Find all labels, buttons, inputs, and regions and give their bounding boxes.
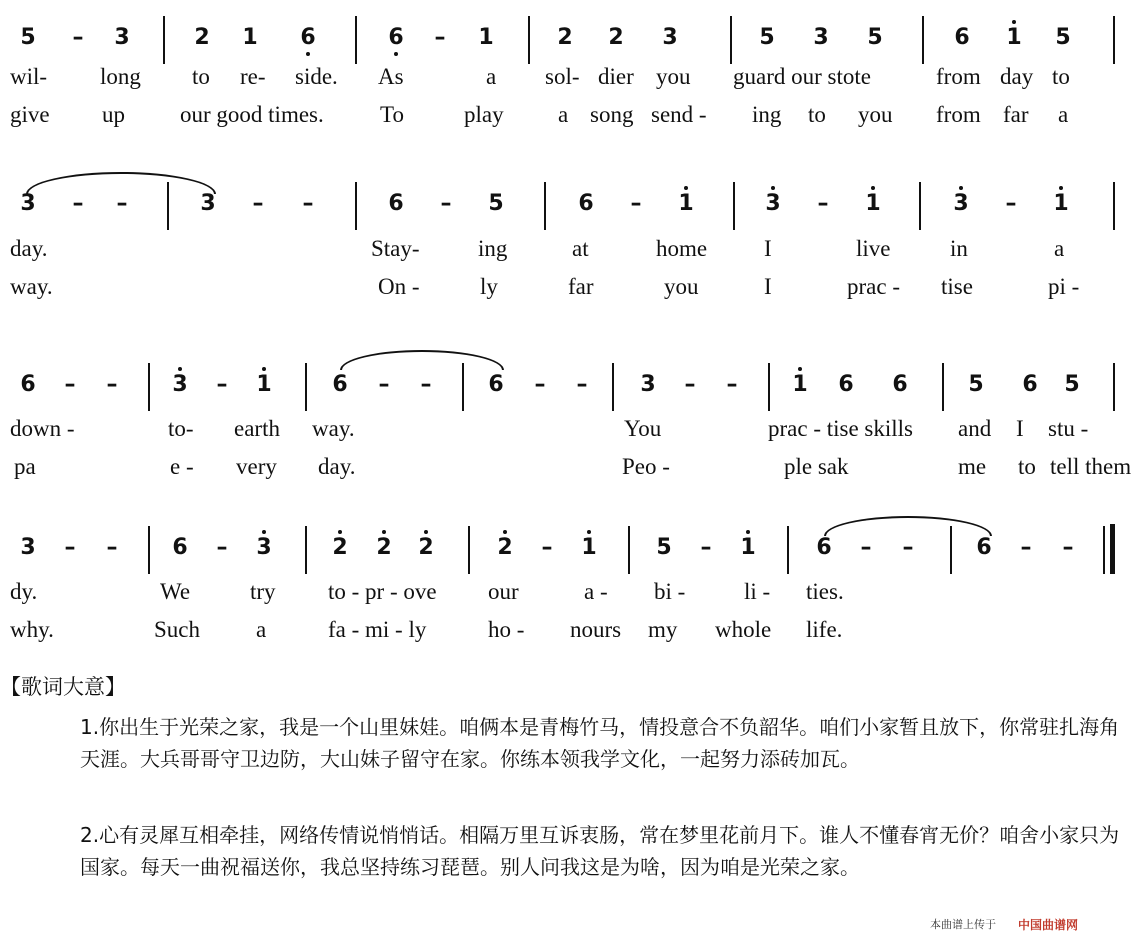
jianpu-note: 3: [256, 535, 272, 560]
lyric-verse-2: life.: [806, 617, 843, 642]
jianpu-note: 5: [1064, 372, 1080, 397]
jianpu-note: 6: [892, 372, 908, 397]
tie-slur: [26, 172, 216, 194]
bar-line: [468, 526, 470, 574]
lyric-verse-2: ing: [752, 102, 782, 127]
jianpu-note: 1: [865, 191, 881, 216]
lyric-verse-1: live: [856, 236, 891, 261]
duration-dash: –: [64, 372, 76, 397]
lyric-verse-1: a: [486, 64, 497, 89]
lyric-verse-1: home: [656, 236, 708, 261]
bar-line: [462, 363, 464, 411]
duration-dash: –: [64, 535, 76, 560]
lyric-verse-2: up: [102, 102, 125, 127]
lyric-verse-1: down -: [10, 416, 75, 441]
jianpu-note: 3: [200, 191, 216, 216]
lyric-verse-2: ho -: [488, 617, 525, 642]
duration-dash: –: [216, 372, 228, 397]
lyric-verse-1: sol-: [545, 64, 580, 89]
bar-line: [612, 363, 614, 411]
bar-line: [1103, 526, 1105, 574]
lyric-verse-1: ing: [478, 236, 508, 261]
duration-dash: –: [726, 372, 738, 397]
duration-dash: –: [116, 191, 128, 216]
lyric-verse-2: send -: [651, 102, 707, 127]
lyric-verse-1: from: [936, 64, 981, 89]
duration-dash: –: [420, 372, 432, 397]
jianpu-note: 1: [792, 372, 808, 397]
duration-dash: –: [1062, 535, 1074, 560]
lyric-verse-2: pi -: [1048, 274, 1080, 299]
jianpu-note: 6: [578, 191, 594, 216]
bar-line: [922, 16, 924, 64]
lyric-verse-1: I: [1016, 416, 1024, 441]
lyric-verse-2: a: [558, 102, 569, 127]
duration-dash: –: [630, 191, 642, 216]
jianpu-note: 3: [20, 535, 36, 560]
octave-dot-below: [306, 52, 310, 56]
lyric-verse-2: Peo -: [622, 454, 670, 479]
jianpu-note: 6: [1022, 372, 1038, 397]
lyric-verse-1: way.: [312, 416, 355, 441]
lyric-verse-2: Such: [154, 617, 200, 642]
jianpu-note: 3: [765, 191, 781, 216]
bar-line: [544, 182, 546, 230]
bar-line: [305, 526, 307, 574]
duration-dash: –: [1020, 535, 1032, 560]
jianpu-note: 6: [332, 372, 348, 397]
bar-line: [733, 182, 735, 230]
lyric-verse-2: far: [568, 274, 594, 299]
jianpu-note: 1: [1053, 191, 1069, 216]
lyric-verse-1: I: [764, 236, 772, 261]
lyric-verse-1: prac - tise skills: [768, 416, 913, 441]
octave-dot-above: [684, 186, 688, 190]
jianpu-note: 6: [20, 372, 36, 397]
lyric-verse-1: to - pr - ove: [328, 579, 437, 604]
lyric-verse-2: ly: [480, 274, 498, 299]
lyric-verse-2: to: [1018, 454, 1036, 479]
octave-dot-above: [871, 186, 875, 190]
jianpu-note: 1: [581, 535, 597, 560]
lyric-verse-1: to-: [168, 416, 194, 441]
lyric-verse-2: you: [664, 274, 699, 299]
lyric-verse-1: try: [250, 579, 276, 604]
lyrics-meaning-paragraph-1: 1.你出生于光荣之家，我是一个山里妹娃。咱俩本是青梅竹马，情投意合不负韶华。咱们小家暂且放下，你常驻扎海角天涯。大兵哥哥守卫边防，大山妹子留守在家。你练本领我学文化，一起努力添砖加瓦。: [80, 715, 1120, 771]
lyric-verse-1: our: [488, 579, 519, 604]
jianpu-note: 1: [1006, 25, 1022, 50]
lyric-verse-2: our good times.: [180, 102, 324, 127]
duration-dash: –: [541, 535, 553, 560]
jianpu-note: 1: [242, 25, 258, 50]
duration-dash: –: [216, 535, 228, 560]
lyric-verse-2: ple sak: [784, 454, 849, 479]
bar-line: [1113, 363, 1115, 411]
jianpu-note: 3: [662, 25, 678, 50]
octave-dot-above: [424, 530, 428, 534]
jianpu-note: 1: [256, 372, 272, 397]
lyric-verse-1: re-: [240, 64, 266, 89]
tie-slur: [824, 516, 992, 536]
lyric-verse-1: to: [192, 64, 210, 89]
lyric-verse-2: pa: [14, 454, 36, 479]
octave-dot-above: [382, 530, 386, 534]
lyric-verse-2: To: [380, 102, 404, 127]
bar-line: [919, 182, 921, 230]
duration-dash: –: [106, 372, 118, 397]
lyric-verse-2: from: [936, 102, 981, 127]
octave-dot-above: [1059, 186, 1063, 190]
jianpu-note: 6: [954, 25, 970, 50]
jianpu-note: 5: [20, 25, 36, 50]
bar-line: [628, 526, 630, 574]
lyric-verse-2: a: [256, 617, 267, 642]
octave-dot-above: [503, 530, 507, 534]
lyric-verse-2: On -: [378, 274, 420, 299]
tie-slur: [340, 350, 504, 370]
jianpu-note: 6: [388, 191, 404, 216]
duration-dash: –: [378, 372, 390, 397]
octave-dot-above: [178, 367, 182, 371]
octave-dot-above: [262, 530, 266, 534]
jianpu-note: 2: [332, 535, 348, 560]
lyric-verse-2: e -: [170, 454, 194, 479]
lyric-verse-2: tell them: [1050, 454, 1131, 479]
lyric-verse-2: far: [1003, 102, 1029, 127]
bar-line: [787, 526, 789, 574]
jianpu-note: 6: [816, 535, 832, 560]
lyric-verse-2: you: [858, 102, 893, 127]
jianpu-note: 6: [976, 535, 992, 560]
jianpu-note: 5: [488, 191, 504, 216]
final-bar-line: [1110, 524, 1115, 574]
duration-dash: –: [252, 191, 264, 216]
jianpu-note: 6: [300, 25, 316, 50]
lyric-verse-1: a: [1054, 236, 1065, 261]
lyric-verse-2: to: [808, 102, 826, 127]
jianpu-note: 2: [418, 535, 434, 560]
jianpu-note: 1: [678, 191, 694, 216]
lyric-verse-2: fa - mi - ly: [328, 617, 427, 642]
bar-line: [305, 363, 307, 411]
jianpu-note: 6: [488, 372, 504, 397]
lyrics-meaning-paragraph-2: 2.心有灵犀互相牵挂，网络传情说悄悄话。相隔万里互诉衷肠，常在梦里花前月下。谁人不懂春宵无价？咱舍小家只为国家。每天一曲祝福送你，我总坚持练习琵琶。别人问我这是为啥，因为咱是光荣之家。: [80, 823, 1120, 879]
lyric-verse-1: at: [572, 236, 589, 261]
duration-dash: –: [534, 372, 546, 397]
jianpu-note: 6: [838, 372, 854, 397]
duration-dash: –: [860, 535, 872, 560]
jianpu-note: 5: [759, 25, 775, 50]
jianpu-note: 3: [640, 372, 656, 397]
jianpu-note: 3: [114, 25, 130, 50]
jianpu-note: 3: [953, 191, 969, 216]
octave-dot-above: [1012, 20, 1016, 24]
octave-dot-above: [338, 530, 342, 534]
lyric-verse-2: day.: [318, 454, 356, 479]
lyric-verse-1: We: [160, 579, 191, 604]
jianpu-note: 5: [968, 372, 984, 397]
duration-dash: –: [902, 535, 914, 560]
lyric-verse-1: day.: [10, 236, 48, 261]
lyric-verse-2: why.: [10, 617, 54, 642]
bar-line: [163, 16, 165, 64]
jianpu-note: 6: [388, 25, 404, 50]
jianpu-note: 2: [557, 25, 573, 50]
jianpu-note: 2: [376, 535, 392, 560]
lyric-verse-2: song: [590, 102, 634, 127]
jianpu-note: 5: [867, 25, 883, 50]
jianpu-note: 3: [172, 372, 188, 397]
duration-dash: –: [700, 535, 712, 560]
lyric-verse-1: to: [1052, 64, 1070, 89]
bar-line: [355, 16, 357, 64]
octave-dot-above: [771, 186, 775, 190]
lyric-verse-2: me: [958, 454, 987, 479]
octave-dot-above: [587, 530, 591, 534]
jianpu-note: 3: [813, 25, 829, 50]
duration-dash: –: [72, 25, 84, 50]
duration-dash: –: [1005, 191, 1017, 216]
lyric-verse-1: Stay-: [371, 236, 420, 261]
lyric-verse-2: way.: [10, 274, 53, 299]
octave-dot-above: [798, 367, 802, 371]
bar-line: [355, 182, 357, 230]
octave-dot-above: [746, 530, 750, 534]
lyric-verse-2: I: [764, 274, 772, 299]
lyric-verse-1: ties.: [806, 579, 844, 604]
duration-dash: –: [302, 191, 314, 216]
lyric-verse-1: You: [624, 416, 662, 441]
jianpu-note: 2: [608, 25, 624, 50]
lyric-verse-1: stu -: [1048, 416, 1089, 441]
lyric-verse-1: day: [1000, 64, 1034, 89]
bar-line: [730, 16, 732, 64]
jianpu-note: 5: [1055, 25, 1071, 50]
jianpu-note: 1: [740, 535, 756, 560]
site-logo: 中国曲谱网: [1018, 918, 1079, 932]
jianpu-note: 3: [20, 191, 36, 216]
duration-dash: –: [684, 372, 696, 397]
bar-line: [148, 526, 150, 574]
jianpu-note: 5: [656, 535, 672, 560]
lyric-verse-2: prac -: [847, 274, 900, 299]
lyric-verse-1: in: [950, 236, 968, 261]
lyric-verse-2: very: [236, 454, 277, 479]
lyric-verse-1: side.: [295, 64, 338, 89]
lyric-verse-2: give: [10, 102, 50, 127]
lyric-verse-2: nours: [570, 617, 622, 642]
lyric-verse-1: dy.: [10, 579, 38, 604]
lyric-verse-1: a -: [584, 579, 608, 604]
lyric-verse-2: my: [648, 617, 678, 642]
lyric-verse-1: long: [100, 64, 141, 89]
upload-credit: 本曲谱上传于: [930, 918, 996, 931]
lyric-verse-1: As: [378, 64, 404, 89]
lyric-verse-1: wil-: [10, 64, 48, 89]
duration-dash: –: [72, 191, 84, 216]
bar-line: [1113, 16, 1115, 64]
duration-dash: –: [106, 535, 118, 560]
octave-dot-above: [959, 186, 963, 190]
jianpu-note: 2: [194, 25, 210, 50]
lyric-verse-1: li -: [744, 579, 771, 604]
duration-dash: –: [440, 191, 452, 216]
lyric-verse-2: whole: [715, 617, 772, 642]
duration-dash: –: [434, 25, 446, 50]
octave-dot-above: [262, 367, 266, 371]
lyric-verse-2: a: [1058, 102, 1069, 127]
bar-line: [1113, 182, 1115, 230]
lyric-verse-1: bi -: [654, 579, 686, 604]
jianpu-note: 2: [497, 535, 513, 560]
lyrics-meaning-heading: 【歌词大意】: [0, 675, 126, 699]
lyric-verse-1: guard our stote: [733, 64, 871, 89]
duration-dash: –: [817, 191, 829, 216]
bar-line: [528, 16, 530, 64]
lyric-verse-1: you: [656, 64, 691, 89]
jianpu-note: 1: [478, 25, 494, 50]
bar-line: [942, 363, 944, 411]
duration-dash: –: [576, 372, 588, 397]
bar-line: [148, 363, 150, 411]
lyric-verse-2: play: [464, 102, 504, 127]
lyric-verse-1: earth: [234, 416, 280, 441]
lyric-verse-2: tise: [941, 274, 973, 299]
lyric-verse-1: and: [958, 416, 992, 441]
jianpu-note: 6: [172, 535, 188, 560]
bar-line: [768, 363, 770, 411]
lyric-verse-1: dier: [598, 64, 634, 89]
octave-dot-below: [394, 52, 398, 56]
